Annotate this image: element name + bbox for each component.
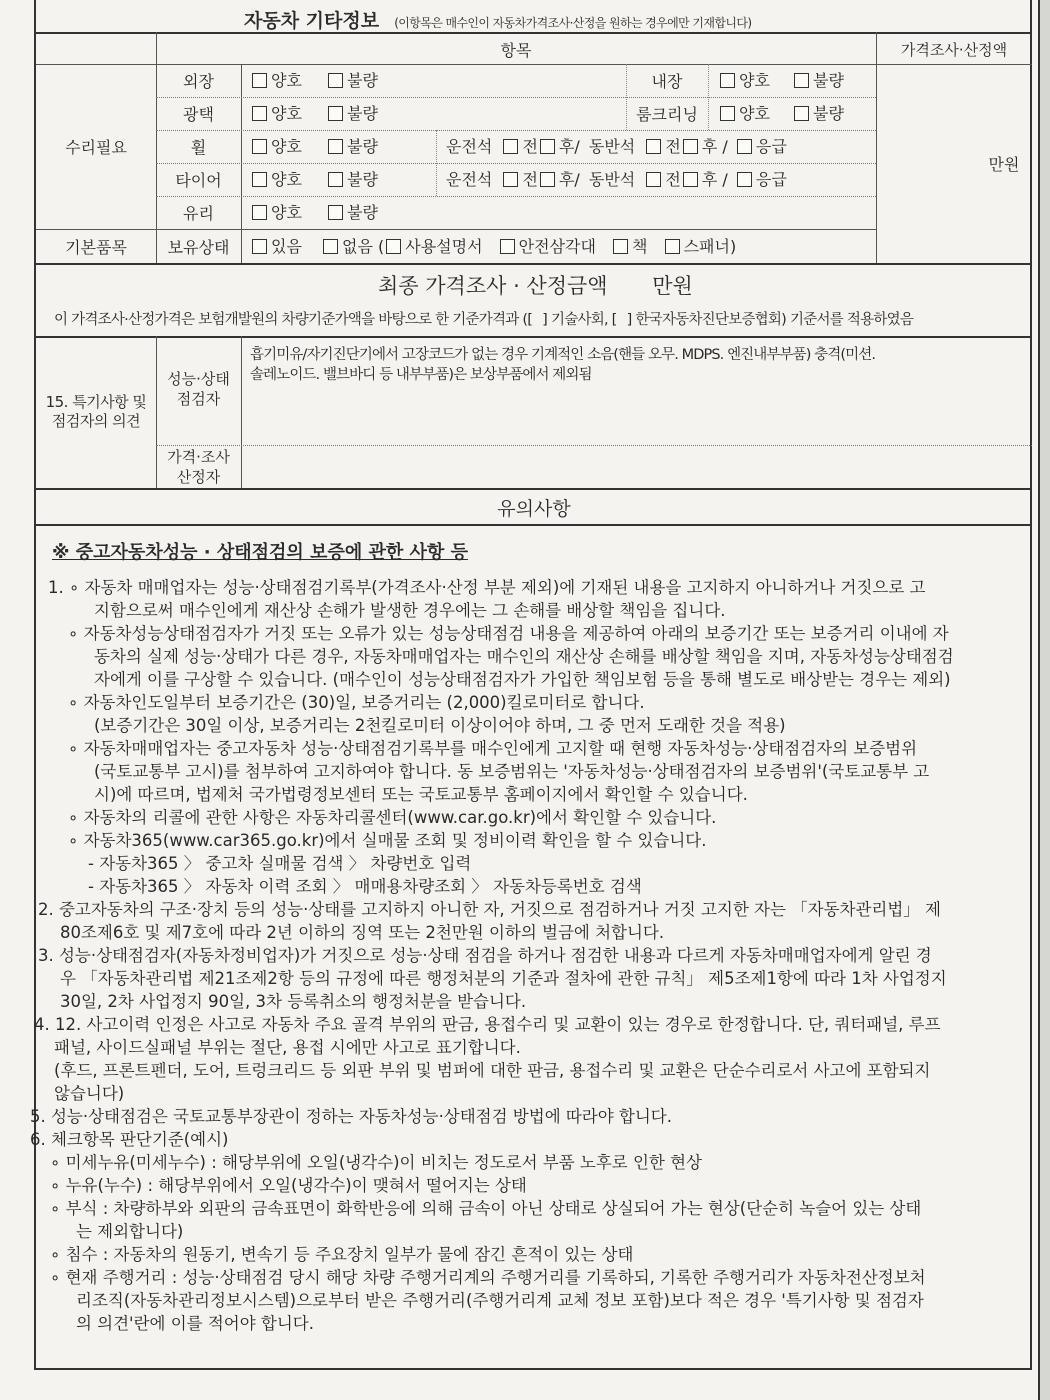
notice-line: ∘ 미세누유(미세누수) : 해당부위에 오일(냉각수)이 비치는 정도로서 부품 노후로 인한 현상 — [50, 1153, 702, 1172]
row-label-glass: 유리 — [183, 204, 214, 223]
notice-line: 30일, 2차 사업정지 90일, 3차 등록취소의 행정처분을 받습니다. — [60, 992, 527, 1011]
triangle-label: 안전삼각대 — [518, 237, 596, 256]
final-price-unit: 만원 — [652, 274, 693, 298]
notice-line: 는 제외합니다) — [76, 1222, 184, 1241]
checkbox-good-glass[interactable] — [252, 200, 302, 223]
checkbox-bad-glass[interactable] — [328, 200, 378, 223]
checkbox-bad-room-cleaning[interactable] — [794, 101, 844, 124]
notice-line: 4. 12. 사고이력 인정은 사고로 자동차 주요 골격 부위의 판금, 용접수리 및 교환이 있는 경우로 한정합니다. 단, 쿼터패널, 루프 — [34, 1015, 941, 1034]
notice-line: ∘ 부식 : 차량하부와 외판의 금속표면이 화학반응에 의해 금속이 아닌 상태로 상실되어 가는 현상(단순히 녹슬어 있는 상태 — [50, 1199, 922, 1218]
rear-label: 후 / — [701, 137, 728, 156]
notice-line: ∘ 자동차365(www.car365.go.kr)에서 실매물 조회 및 정비이력 확인을 할 수 있습니다. — [68, 831, 707, 850]
checkbox-good-interior[interactable] — [720, 68, 770, 91]
checkbox-icon[interactable] — [683, 139, 698, 154]
checkbox-icon[interactable] — [540, 139, 555, 154]
good-label: 양호 — [739, 71, 770, 90]
row-label-interior: 내장 — [651, 72, 683, 91]
good-label: 양호 — [271, 104, 302, 123]
checkbox-icon — [252, 139, 267, 154]
notice-line: (후드, 프론트펜더, 도어, 트렁크리드 등 외판 부위 및 범퍼에 대한 판금, 용접수리 및 교환은 단순수리로서 사고에 포함되지 — [54, 1061, 931, 1080]
front-label: 전 — [665, 170, 681, 189]
checkbox-good-gloss[interactable] — [252, 101, 302, 124]
checkbox-icon[interactable] — [683, 172, 698, 187]
checkbox-bad-tire[interactable] — [328, 167, 378, 190]
notice-line: 2. 중고자동차의 구조·장치 등의 성능·상태를 고지하지 아니한 자, 거짓으로 점검하거나 거짓 고지한 자는 「자동차관리법」 제 — [38, 900, 941, 919]
col-header-item: 항목 — [500, 40, 532, 60]
checkbox-book[interactable] — [613, 239, 628, 254]
row-label-exterior: 외장 — [183, 72, 214, 91]
inspector-opinion-text — [250, 345, 875, 385]
notice-line: 우 「자동차관리법 제21조제2항 등의 규정에 따른 행정처분의 기준과 절차에 관한 규칙」 제5조제1항에 따라 1차 사업정지 — [60, 969, 947, 988]
final-price-note — [54, 308, 913, 329]
checkbox-spanner[interactable] — [665, 239, 680, 254]
section-note: (이항목은 매수인이 자동차가격조사·산정을 원하는 경우에만 기재합니다) — [394, 16, 752, 30]
repair-needed-label: 수리필요 — [65, 138, 127, 157]
final-price-row — [378, 270, 693, 300]
divider — [36, 524, 1032, 526]
divider — [36, 336, 1032, 338]
wheel-position-detail — [446, 134, 787, 157]
good-label: 양호 — [271, 137, 302, 156]
assessor-label-line: 산정자 — [176, 468, 221, 486]
driver-seat-label: 운전석 — [446, 137, 493, 156]
col-header-price: 가격조사·산정액 — [900, 40, 1008, 59]
divider — [156, 97, 876, 98]
section-title — [244, 6, 751, 33]
final-price-label: 최종 가격조사 · 산정금액 — [378, 274, 608, 298]
divider — [156, 445, 1032, 446]
checkbox-have[interactable] — [252, 239, 267, 254]
checkbox-manual[interactable] — [386, 239, 401, 254]
inspector-label-line: 점검자 — [176, 390, 221, 408]
checkbox-icon — [252, 172, 267, 187]
good-label: 양호 — [271, 170, 302, 189]
have-label: 있음 — [271, 237, 302, 256]
inspector-label — [156, 366, 241, 412]
special-label-line: 점검자의 의견 — [51, 412, 141, 430]
notice-line: - 자동차365 〉 자동차 이력 조회 〉 매매용차량조회 〉 자동차등록번호 검색 — [88, 877, 642, 896]
bad-label: 불량 — [813, 71, 844, 90]
notice-line: 패널, 사이드실패널 부위는 절단, 용접 시에만 사고로 표기합니다. — [54, 1038, 521, 1057]
row-label-room-cleaning: 룸크리닝 — [636, 105, 698, 124]
grid-line — [241, 336, 242, 488]
notice-line: ∘ 자동차매매업자는 중고자동차 성능·상태점검기록부를 매수인에게 고지할 때 현행 자동차성능·상태점검자의 보증범위 — [68, 739, 918, 758]
emergency-label: 응급 — [755, 170, 787, 189]
notice-line: 시)에 따르며, 법제처 국가법령정보센터 또는 국토교통부 홈페이지에서 확인할 수 있습니다. — [94, 785, 748, 804]
rear-label: 후 / — [701, 170, 728, 189]
section-title-text: 자동차 기타정보 — [244, 10, 380, 32]
note-part-b: ] 기술사회, [ — [542, 312, 617, 328]
basic-items-options — [252, 234, 736, 257]
good-label: 양호 — [739, 104, 770, 123]
checkbox-triangle[interactable] — [500, 239, 515, 254]
spanner-label: 스패너) — [683, 237, 737, 256]
inspector-text-line: 흡기미유/자기진단기에서 고장코드가 없는 경우 기계적인 소음(핸들 오무. MDPS. 엔진내부부품) 충격(미션. — [250, 347, 876, 363]
bad-label: 불량 — [347, 104, 378, 123]
notice-line: 자에게 이를 구상할 수 있습니다. (매수인이 성능상태점검자가 가입한 책임보험 등을 통해 별도로 배상받는 경우는 제외) — [94, 670, 951, 689]
notice-line: 의 의견'란에 이를 적어야 합니다. — [76, 1314, 314, 1333]
none-label: 없음 ( — [342, 237, 385, 256]
bad-label: 불량 — [347, 170, 378, 189]
row-label-tire: 타이어 — [175, 171, 222, 190]
inspector-text-line: 솔레노이드. 밸브바디 등 내부부품)은 보상부품에서 제외됨 — [250, 367, 592, 383]
checkbox-good-room-cleaning[interactable] — [720, 101, 770, 124]
front-label: 전 — [665, 137, 681, 156]
checkbox-none[interactable] — [323, 239, 338, 254]
page-edge — [1040, 0, 1050, 1400]
bad-label: 불량 — [347, 137, 378, 156]
checkbox-icon[interactable] — [503, 139, 518, 154]
row-label-wheel: 휠 — [190, 138, 207, 157]
checkbox-good-wheel[interactable] — [252, 134, 302, 157]
checkbox-good-exterior[interactable] — [252, 68, 302, 91]
divider — [156, 130, 876, 131]
book-label: 책 — [632, 237, 648, 256]
tire-position-detail — [446, 167, 787, 190]
notice-line: (국토교통부 고시)를 첨부하여 고지하여야 합니다. 동 보증범위는 '자동차성능·상태점검자의 보증범위'(국토교통부 고 — [94, 762, 930, 781]
notice-line: ∘ 자동차의 리콜에 관한 사항은 자동차리콜센터(www.car.go.kr)에서 확인할 수 있습니다. — [68, 808, 717, 827]
notice-line: ∘ 누유(누수) : 해당부위에서 오일(냉각수)이 맺혀서 떨어지는 상태 — [50, 1176, 527, 1195]
divider — [156, 196, 876, 197]
note-part-a: 이 가격조사·산정가격은 보험개발원의 차량기준가액을 바탕으로 한 기준가격과 ([ — [54, 312, 533, 328]
checkbox-icon — [328, 205, 343, 220]
notice-line: ∘ 침수 : 자동차의 원동기, 변속기 등 주요장치 일부가 물에 잠긴 흔적이 있는 상태 — [50, 1245, 634, 1264]
notice-line: ∘ 자동차인도일부터 보증기간은 (30)일, 보증거리는 (2,000)킬로미터로 합니다. — [68, 693, 645, 712]
checkbox-icon — [328, 139, 343, 154]
good-label: 양호 — [271, 203, 302, 222]
checkbox-icon — [252, 205, 267, 220]
checkbox-bad-interior[interactable] — [794, 68, 844, 91]
notice-line: 지함으로써 매수인에게 재산상 손해가 발생한 경우에는 그 손해를 배상할 책임을 집니다. — [94, 601, 726, 620]
divider — [156, 163, 876, 164]
divider — [36, 263, 1032, 265]
front-label: 전 — [522, 137, 538, 156]
row-label-gloss: 광택 — [183, 105, 214, 124]
notice-line: ∘ 현재 주행거리 : 성능·상태점검 당시 해당 차량 주행거리계의 주행거리를 기록하되, 기록한 주행거리가 자동차전산정보처 — [50, 1268, 926, 1287]
price-assessor-label — [156, 446, 241, 488]
driver-seat-label: 운전석 — [446, 170, 493, 189]
notice-line: 80조제6호 및 제7호에 따라 2년 이하의 징역 또는 2천만원 이하의 벌금에 처합니다. — [60, 923, 665, 942]
bad-label: 불량 — [347, 203, 378, 222]
checkbox-good-tire[interactable] — [252, 167, 302, 190]
notice-line: 동차의 실제 성능·상태가 다른 경우, 자동차매매업자는 매수인의 재산상 손해를 배상할 책임을 지며, 자동차성능상태점검 — [94, 647, 954, 666]
checkbox-icon — [252, 73, 267, 88]
checkbox-icon — [794, 106, 809, 121]
notice-line: 3. 성능·상태점검자(자동차정비업자)가 거짓으로 성능·상태 점검을 하거나 점검한 내용과 다르게 자동차매매업자에게 알린 경 — [38, 946, 932, 965]
notice-line: 1. ∘ 자동차 매매업자는 성능·상태점검기록부(가격조사·산정 부분 제외)에 기재된 내용을 고지하지 아니하거나 거짓으로 고 — [48, 578, 926, 597]
passenger-seat-label: 동반석 — [588, 137, 636, 156]
special-remarks-label — [36, 380, 156, 444]
manual-label: 사용설명서 — [405, 237, 483, 256]
checkbox-icon — [328, 106, 343, 121]
note-part-c: ] 한국자동차진단보증협회) 기준서를 적용하였음 — [626, 312, 914, 328]
bad-label: 불량 — [813, 104, 844, 123]
inspector-label-line: 성능·상태 — [167, 370, 230, 388]
checkbox-icon[interactable] — [737, 139, 752, 154]
notice-line: 않습니다) — [54, 1084, 125, 1103]
grid-line — [876, 32, 877, 264]
checkbox-icon[interactable] — [503, 172, 518, 187]
notice-line: 리조직(자동차관리정보시스템)으로부터 받은 주행거리(주행거리계 교체 정보 포함)보다 적은 경우 '특기사항 및 점검자 — [76, 1291, 924, 1310]
notice-line: (보증기간은 30일 이상, 보증거리는 2천킬로미터 이상이어야 하며, 그 중 먼저 도래한 것을 적용) — [94, 716, 786, 735]
divider — [36, 488, 1032, 490]
checkbox-bad-exterior[interactable] — [328, 68, 378, 91]
notice-line: 6. 체크항목 판단기준(예시) — [30, 1130, 229, 1149]
notice-subtitle: ※ 중고자동차성능 · 상태점검의 보증에 관한 사항 등 — [52, 542, 468, 563]
checkbox-icon — [720, 73, 735, 88]
checkbox-bad-gloss[interactable] — [328, 101, 378, 124]
checkbox-icon — [720, 106, 735, 121]
checkbox-icon — [328, 73, 343, 88]
notice-title: 유의사항 — [497, 497, 571, 520]
checkbox-icon[interactable] — [737, 172, 752, 187]
passenger-seat-label: 동반석 — [588, 170, 636, 189]
checkbox-icon[interactable] — [646, 139, 661, 154]
good-label: 양호 — [271, 71, 302, 90]
front-label: 전 — [522, 170, 538, 189]
form-frame — [30, 0, 1032, 1370]
notice-line: 5. 성능·상태점검은 국토교통부장관이 정하는 자동차성능·상태점검 방법에 따라야 합니다. — [30, 1107, 672, 1126]
price-unit: 만원 — [988, 155, 1020, 174]
checkbox-icon — [252, 106, 267, 121]
checkbox-icon[interactable] — [646, 172, 661, 187]
rear-label: 후/ — [558, 170, 580, 189]
row-label-possession: 보유상태 — [167, 237, 230, 257]
bad-label: 불량 — [347, 71, 378, 90]
checkbox-icon — [328, 172, 343, 187]
checkbox-bad-wheel[interactable] — [328, 134, 378, 157]
notice-line: ∘ 자동차성능상태점검자가 거짓 또는 오류가 있는 성능상태점검 내용을 제공하여 아래의 보증기간 또는 보증거리 이내에 자 — [68, 624, 949, 643]
checkbox-icon[interactable] — [540, 172, 555, 187]
assessor-label-line: 가격·조사 — [167, 448, 230, 466]
notice-line: - 자동차365 〉 중고차 실매물 검색 〉 차량번호 입력 — [88, 854, 472, 873]
grid-line — [241, 64, 242, 264]
basic-items-label: 기본품목 — [65, 237, 127, 257]
special-label-line: 15. 특기사항 및 — [45, 393, 147, 411]
emergency-label: 응급 — [755, 137, 787, 156]
checkbox-icon — [794, 73, 809, 88]
rear-label: 후/ — [558, 137, 580, 156]
